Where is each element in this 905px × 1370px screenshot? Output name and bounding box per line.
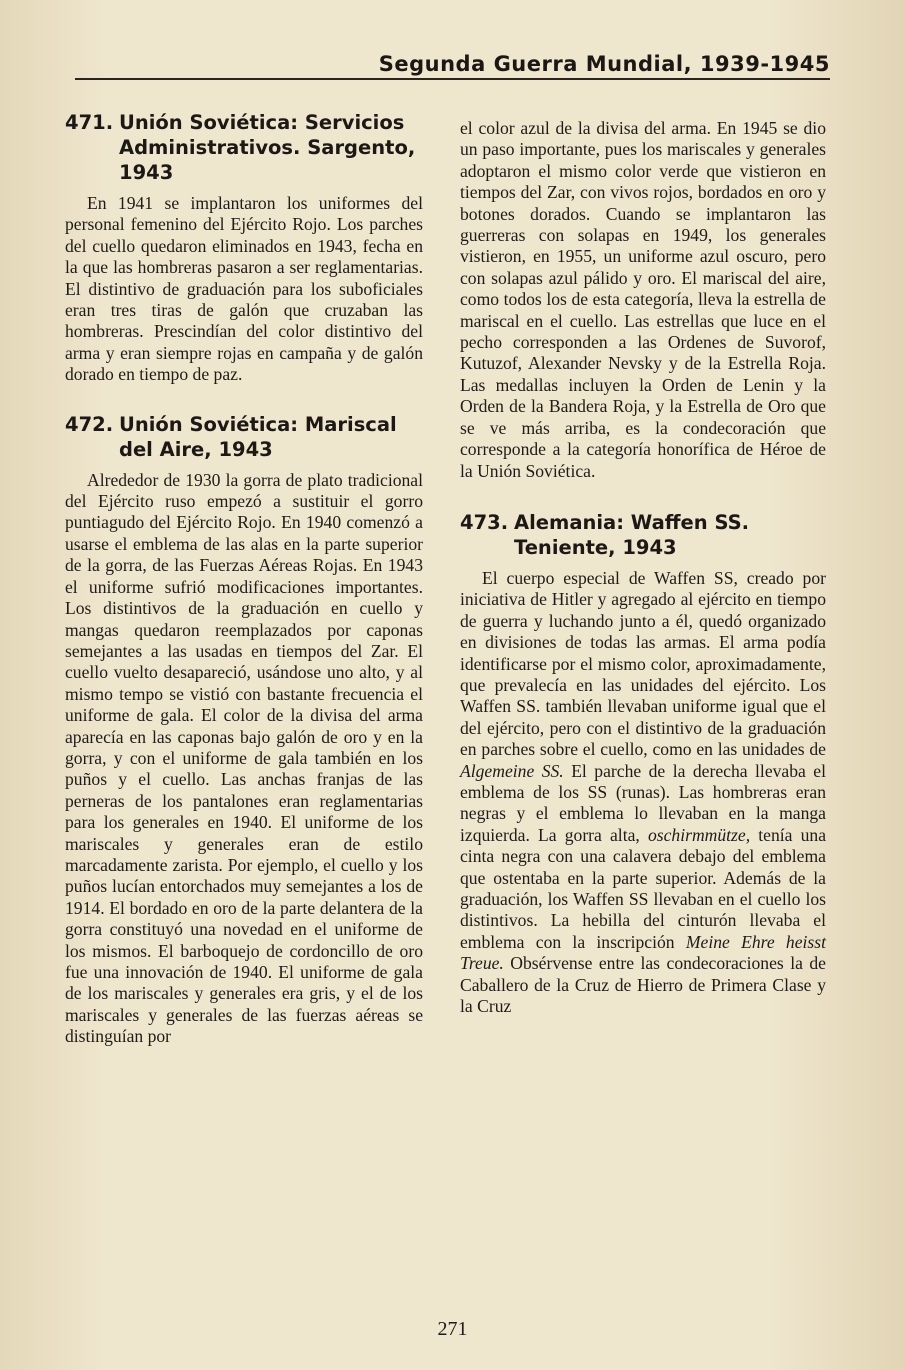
entry-472-text-right: el color azul de la divisa del arma. En 1945 se dio un paso importante, pues los mariscales y generales adoptaron el mismo color verde que vistieron en tiempos del Zar, con vivos rojos, bordados en oro y botones dorados. Cuando se implantaron las guerreras con solapas en 1949, los generales vistieron, en 1955, un uniforme azul oscuro, pero con solapas azul pálido y oro. El mariscal del aire, como todos los de esta categoría, lleva la estrella de mariscal en el cuello. Las estrellas que luce en el pecho corresponden a las Ordenes de Suvorof, Kutuzof, Alexander Nevsky y de la Estrella Roja. Las medallas incluyen la Orden de Lenin y la Orden de la Bandera Roja, y la Estrella de Oro que se ve más arriba, es la condecoración que corresponde a la categoría honorífica de Héroe de la Unión Soviética.	[460, 118, 826, 481]
entry-472-text-left: Alrededor de 1930 la gorra de plato tradicional del Ejército ruso empezó a sustituir el gorro puntiagudo del Ejército Rojo. En 1940 comenzó a usarse el emblema de las alas en la parte superior de la gorra, de las Fuerzas Aéreas Rojas. En 1943 el uniforme sufrió modificaciones importantes. Los distintivos de la graduación en cuello y mangas quedaron reemplazados por caponas semejantes a las usadas en tiempos del Zar. El cuello vuelto desapareció, usándose uno alto, y al mismo tempo se vistió con bastante frecuencia el uniforme de gala. El color de la divisa del arma aparecía en las caponas bajo galón de oro y en la gorra, y con el uniforme de gala también en los puños y el cuello. Las anchas franjas de las perneras de los pantalones eran reglamentarias para los generales en 1940. El uniforme de los mariscales y generales eran de estilo marcadamente zarista. Por ejemplo, el cuello y los puños lucían entorchados muy semejantes a los de 1914. El bordado en oro de la parte delantera de la gorra constituyó una novedad en el uniforme de los mismos. El barboquejo de cordoncillo de oro fue una innovación de 1940. El uniforme de gala de los mariscales y generales era gris, y el de los mariscales y generales de las fuerzas aéreas se distinguían por	[65, 469, 423, 1047]
entry-471-number: 471.	[65, 111, 114, 134]
entry-473-text	[460, 568, 826, 1018]
entry-473-text-part4: Obsérvense entre las condecoraciones la de Caballero de la Cruz de Hierro de Primera Clase y la Cruz	[460, 953, 826, 1017]
entry-473-text-part1: El cuerpo especial de Waffen SS, creado por iniciativa de Hitler y agregado al ejército en tiempo de guerra y luchando junto a él, quedó organizado en divisiones de todas las armas. El arma podía identificarse por el mismo color, aproximadamente, que prevalecía en las unidades del ejército. Los Waffen SS. también llevaban uniforme igual que el del ejército, pero con el distintivo de la graduación en parches sobre el cuello, como en las unidades de	[460, 567, 826, 760]
left-column	[65, 110, 423, 1048]
entry-472-title	[65, 412, 423, 462]
entry-472-number: 472.	[65, 412, 114, 436]
page-number: 271	[437, 1318, 468, 1340]
entry-473-title	[460, 510, 826, 560]
entry-473-heading: Alemania: Waffen SS. Teniente, 1943	[514, 510, 750, 559]
entry-473-text-part3: tenía una cinta negra con una calavera debajo del emblema que ostentaba en la parte superior. Además de la graduación, los Waffen SS llevaban en el cuello los distintivos. La hebilla del cinturón llevaba el emblema con la inscripción	[460, 824, 826, 952]
right-column	[460, 118, 826, 1017]
entry-473-italic-schirmmutze: oschirmmütze,	[647, 824, 751, 845]
entry-471-text: En 1941 se implantaron los uniformes del personal femenino del Ejército Rojo. Los parches del cuello quedaron eliminados en 1943, fecha en la que las hombreras pasaron a ser reglamentarias. El distintivo de graduación para los suboficiales eran tres tiras de galón que cruzaban las hombreras. Prescindían del color distintivo del arma y eran siempre rojas en campaña y de galón dorado en tiempo de paz.	[65, 193, 423, 385]
entry-473-italic-algemeine: Algemeine SS.	[460, 760, 564, 781]
header-rule	[75, 78, 830, 80]
entry-473-italic-motto: Meine Ehre heisst Treue.	[460, 931, 826, 974]
entry-471-title	[65, 110, 423, 185]
entry-473-number: 473.	[460, 510, 509, 534]
running-header: Segunda Guerra Mundial, 1939-1945	[378, 52, 830, 76]
entry-472-heading: Unión Soviética: Mariscal del Aire, 1943	[119, 412, 397, 461]
entry-471-heading: Unión Soviética: Servicios Administrativos. Sargento, 1943	[119, 111, 416, 184]
entry-473-text-part2: El parche de la derecha llevaba el emblema de los SS (runas). Las hombreras eran negras y el emblema lo llevaban en la manga izquierda. La gorra alta,	[460, 760, 826, 845]
